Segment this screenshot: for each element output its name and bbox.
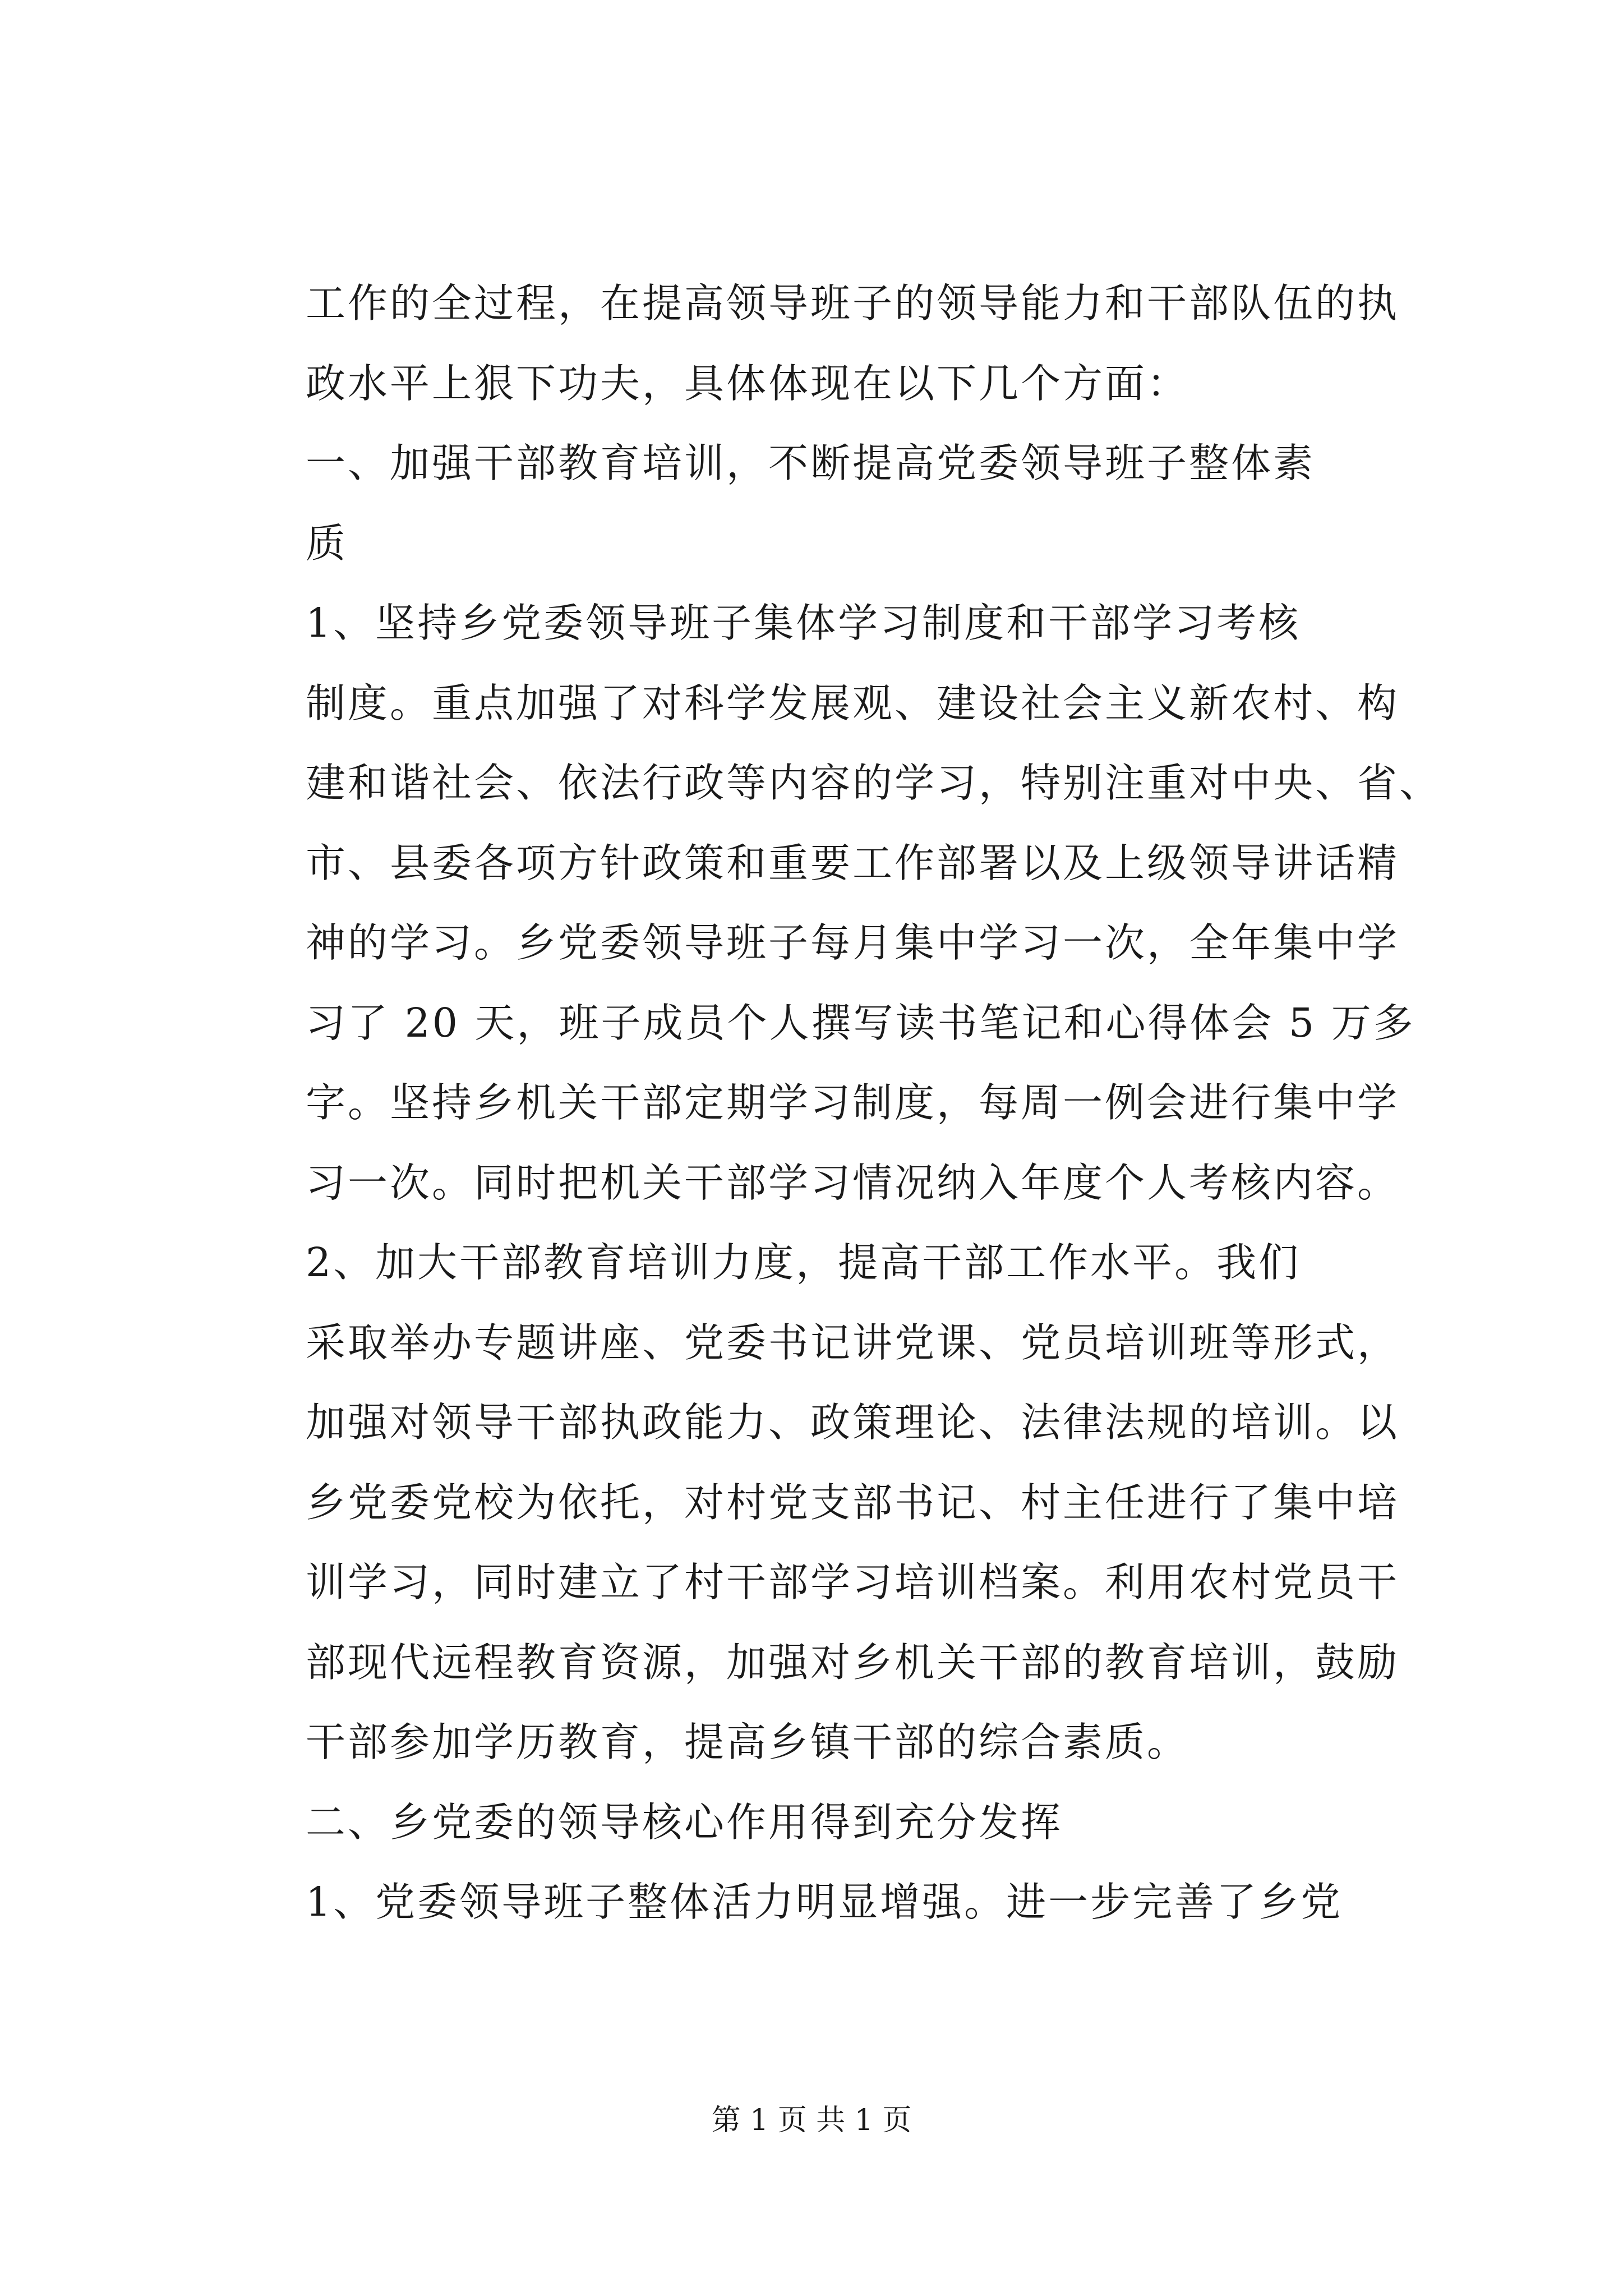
text-line: 字。坚持乡机关干部定期学习制度，每周一例会进行集中学	[306, 1079, 1400, 1126]
text-line: 2、加大干部教育培训力度，提高干部工作水平。我们	[306, 1239, 1301, 1286]
text-line: 习一次。同时把机关干部学习情况纳入年度个人考核内容。	[306, 1159, 1400, 1206]
text-line: 制度。重点加强了对科学发展观、建设社会主义新农村、构	[306, 679, 1400, 726]
page-number: 第 1 页 共 1 页	[711, 2104, 912, 2137]
text-line: 工作的全过程，在提高领导班子的领导能力和干部队伍的执	[306, 280, 1400, 326]
page-footer	[0, 2098, 1623, 2143]
text-line: 1、坚持乡党委领导班子集体学习制度和干部学习考核	[306, 600, 1301, 646]
text-line: 建和谐社会、依法行政等内容的学习，特别注重对中央、省、	[306, 760, 1442, 806]
document-body	[306, 264, 1455, 1943]
text-line: 干部参加学历教育，提高乡镇干部的综合素质。	[306, 1719, 1189, 1765]
text-line: 神的学习。乡党委领导班子每月集中学习一次，全年集中学	[306, 919, 1400, 966]
text-line: 乡党委党校为依托，对村党支部书记、村主任进行了集中培	[306, 1479, 1400, 1526]
section-heading-continuation: 质	[306, 519, 348, 567]
text-line: 习了 20 天，班子成员个人撰写读书笔记和心得体会 5 万多	[306, 999, 1415, 1046]
text-line: 市、县委各项方针政策和重要工作部署以及上级领导讲话精	[306, 839, 1400, 886]
text-line: 加强对领导干部执政能力、政策理论、法律法规的培训。以	[306, 1399, 1400, 1446]
text-line: 部现代远程教育资源，加强对乡机关干部的教育培训，鼓励	[306, 1639, 1400, 1686]
text-line: 训学习，同时建立了村干部学习培训档案。利用农村党员干	[306, 1559, 1400, 1605]
section-heading: 二、乡党委的领导核心作用得到充分发挥	[306, 1798, 1063, 1846]
text-line: 采取举办专题讲座、党委书记讲党课、党员培训班等形式，	[306, 1319, 1400, 1366]
section-heading: 一、加强干部教育培训，不断提高党委领导班子整体素	[306, 440, 1316, 486]
text-line: 政水平上狠下功夫，具体体现在以下几个方面：	[306, 360, 1189, 407]
text-line: 1、党委领导班子整体活力明显增强。进一步完善了乡党	[306, 1879, 1343, 1925]
